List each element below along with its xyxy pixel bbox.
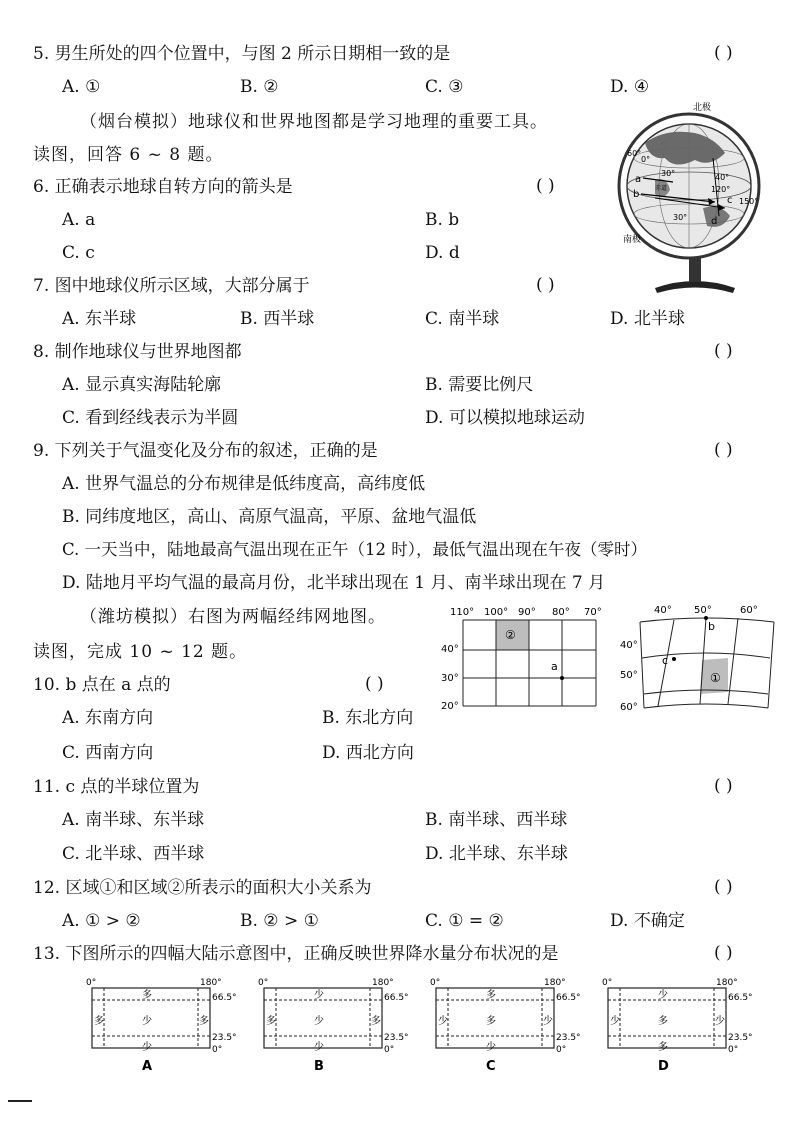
option-a[interactable]: A. ①	[62, 77, 101, 97]
svg-text:180°: 180°	[716, 978, 738, 988]
svg-text:少: 少	[142, 1042, 152, 1053]
svg-text:60°: 60°	[627, 149, 642, 158]
svg-text:多: 多	[199, 1016, 209, 1027]
globe-base	[655, 281, 735, 293]
svg-text:多: 多	[142, 990, 152, 1001]
svg-text:50°: 50°	[694, 605, 712, 616]
answer-blank[interactable]: ( )	[536, 275, 555, 295]
q13-stem: 13. 下图所示的四幅大陆示意图中，正确反映世界降水量分布状况的是	[33, 944, 559, 964]
svg-text:180°: 180°	[372, 978, 394, 988]
svg-text:少: 少	[142, 1016, 152, 1027]
svg-text:多: 多	[266, 1016, 276, 1027]
option-b[interactable]: B. 南半球、西半球	[425, 810, 568, 830]
svg-text:30°: 30°	[441, 673, 459, 684]
continent-diagram-b	[258, 978, 409, 1074]
q12-stem: 12. 区域①和区域②所表示的面积大小关系为	[33, 878, 372, 898]
option-c[interactable]: C. ③	[425, 77, 464, 97]
q10-stem: 10. b 点在 a 点的	[33, 675, 171, 695]
option-d[interactable]: D. 陆地月平均气温的最高月份，北半球出现在 1 月、南半球出现在 7 月	[62, 573, 606, 593]
svg-text:D: D	[658, 1059, 669, 1074]
svg-text:23.5°: 23.5°	[556, 1033, 581, 1043]
point-c	[672, 657, 676, 661]
svg-text:30°: 30°	[661, 169, 676, 178]
svg-text:少: 少	[314, 1016, 324, 1027]
continent-diagram-a	[86, 978, 237, 1074]
svg-text:66.5°: 66.5°	[384, 993, 409, 1003]
continent-diagram-d	[602, 978, 753, 1074]
svg-text:60°: 60°	[620, 702, 638, 713]
svg-text:23.5°: 23.5°	[384, 1033, 409, 1043]
svg-text:多: 多	[94, 1016, 104, 1027]
svg-text:100°: 100°	[484, 607, 509, 618]
option-c[interactable]: C. 看到经线表示为半圆	[62, 408, 239, 428]
svg-text:A: A	[142, 1059, 153, 1074]
answer-blank[interactable]: ( )	[714, 43, 733, 63]
svg-text:多: 多	[486, 1016, 496, 1027]
svg-text:0°: 0°	[86, 978, 97, 988]
intro-text: （潍坊模拟）右图为两幅经纬网地图。	[80, 607, 386, 627]
option-a[interactable]: A. 南半球、东半球	[62, 810, 205, 830]
svg-text:0°: 0°	[212, 1045, 223, 1055]
svg-text:多: 多	[658, 1042, 668, 1053]
svg-text:少: 少	[543, 1016, 553, 1027]
svg-text:0°: 0°	[430, 978, 441, 988]
svg-text:66.5°: 66.5°	[212, 993, 237, 1003]
svg-text:少: 少	[486, 1042, 496, 1053]
svg-text:110°: 110°	[450, 607, 475, 618]
svg-text:0°: 0°	[556, 1045, 567, 1055]
option-a[interactable]: A. a	[62, 210, 96, 230]
svg-text:120°: 120°	[711, 185, 731, 194]
option-c[interactable]: C. 一天当中，陆地最高气温出现在正午（12 时），最低气温出现在午夜（零时）	[62, 540, 648, 559]
arrow-label-c: c	[727, 195, 733, 206]
option-d[interactable]: D. 可以模拟地球运动	[425, 408, 585, 428]
svg-text:40°: 40°	[441, 644, 459, 655]
answer-blank[interactable]: ( )	[714, 440, 733, 460]
option-d[interactable]: D. d	[425, 243, 460, 263]
svg-text:多: 多	[371, 1016, 381, 1027]
option-b[interactable]: B. 东北方向	[322, 708, 414, 728]
svg-text:少: 少	[314, 990, 324, 1001]
svg-text:0°: 0°	[258, 978, 269, 988]
option-c[interactable]: C. 西南方向	[62, 743, 154, 763]
svg-text:23.5°: 23.5°	[728, 1033, 753, 1043]
option-b[interactable]: B. ② > ①	[240, 911, 319, 931]
svg-text:40°: 40°	[715, 173, 730, 182]
svg-text:40°: 40°	[654, 605, 672, 616]
south-pole-label: 南极	[623, 235, 642, 245]
svg-text:②: ②	[505, 628, 516, 642]
option-b[interactable]: B. 同纬度地区，高山、高原气温高，平原、盆地气温低	[62, 507, 477, 527]
q7-stem: 7. 图中地球仪所示区域，大部分属于	[33, 276, 310, 296]
north-pole-label: 北极	[693, 103, 712, 113]
svg-text:B: B	[314, 1059, 324, 1074]
option-b[interactable]: B. b	[425, 210, 460, 230]
option-d[interactable]: D. 北半球、东半球	[425, 844, 568, 864]
svg-text:70°: 70°	[584, 607, 602, 618]
option-a[interactable]: A. ① > ②	[62, 911, 141, 931]
answer-blank[interactable]: ( )	[714, 776, 733, 796]
continent-diagrams	[86, 974, 753, 1074]
intro-text: （烟台模拟）地球仪和世界地图都是学习地理的重要工具。	[80, 112, 548, 132]
grid-map-2	[618, 600, 778, 716]
q11-stem: 11. c 点的半球位置为	[33, 777, 200, 797]
svg-text:180°: 180°	[544, 978, 566, 988]
svg-text:150°: 150°	[739, 197, 759, 206]
svg-text:0°: 0°	[728, 1045, 739, 1055]
option-a[interactable]: A. 显示真实海陆轮廓	[62, 375, 222, 395]
svg-text:66.5°: 66.5°	[728, 993, 753, 1003]
option-d[interactable]: D. 北半球	[610, 309, 685, 329]
svg-text:23.5°: 23.5°	[212, 1033, 237, 1043]
svg-text:①: ①	[710, 671, 721, 685]
globe-stand	[689, 258, 701, 282]
answer-blank[interactable]: ( )	[714, 943, 733, 963]
grid-map-1	[438, 604, 610, 712]
svg-text:30°: 30°	[673, 213, 688, 222]
arrow-label-b: b	[633, 189, 640, 200]
svg-text:少: 少	[438, 1016, 448, 1027]
svg-text:20°: 20°	[441, 701, 459, 712]
arrow-label-a: a	[635, 174, 642, 185]
option-d[interactable]: D. 西北方向	[322, 743, 414, 763]
svg-text:60°: 60°	[740, 605, 758, 616]
svg-text:多: 多	[658, 1016, 668, 1027]
svg-text:赤道: 赤道	[655, 185, 668, 192]
svg-text:80°: 80°	[552, 607, 570, 618]
option-b[interactable]: B. 西半球	[240, 309, 315, 329]
page-footer-rule	[8, 1100, 32, 1102]
option-b[interactable]: B. 需要比例尺	[425, 375, 534, 395]
svg-text:b: b	[708, 620, 715, 633]
svg-text:少: 少	[610, 1016, 620, 1027]
option-c[interactable]: C. 北半球、西半球	[62, 844, 205, 864]
option-c[interactable]: C. ① = ②	[425, 911, 504, 931]
answer-blank[interactable]: ( )	[714, 341, 733, 361]
option-c[interactable]: C. 南半球	[425, 309, 500, 329]
point-a	[560, 676, 564, 680]
svg-text:C: C	[486, 1059, 496, 1074]
svg-text:多: 多	[486, 990, 496, 1001]
option-c[interactable]: C. c	[62, 243, 95, 263]
continent-diagram-c	[430, 978, 581, 1074]
q9-stem: 9. 下列关于气温变化及分布的叙述，正确的是	[33, 441, 378, 461]
q5-stem: 5. 男生所处的四个位置中，与图 2 所示日期相一致的是	[33, 44, 451, 64]
svg-text:0°: 0°	[384, 1045, 395, 1055]
option-a[interactable]: A. 东南方向	[62, 708, 154, 728]
svg-text:90°: 90°	[518, 607, 536, 618]
answer-blank[interactable]: ( )	[536, 176, 555, 196]
answer-blank[interactable]: ( )	[365, 674, 384, 694]
arrow-label-d: d	[711, 216, 718, 227]
answer-blank[interactable]: ( )	[714, 877, 733, 897]
svg-text:0°: 0°	[641, 155, 651, 164]
svg-text:66.5°: 66.5°	[556, 993, 581, 1003]
svg-text:40°: 40°	[620, 640, 638, 651]
svg-text:c: c	[662, 654, 669, 667]
q6-stem: 6. 正确表示地球自转方向的箭头是	[33, 177, 293, 197]
svg-text:0°: 0°	[602, 978, 613, 988]
globe-figure	[615, 98, 775, 298]
intro-text: 读图，完成 10 ~ 12 题。	[33, 642, 248, 662]
svg-text:50°: 50°	[620, 670, 638, 681]
option-d[interactable]: D. ④	[610, 77, 650, 97]
q8-stem: 8. 制作地球仪与世界地图都	[33, 342, 242, 362]
svg-text:180°: 180°	[200, 978, 222, 988]
option-d[interactable]: D. 不确定	[610, 911, 685, 931]
svg-text:少: 少	[314, 1042, 324, 1053]
svg-text:少: 少	[658, 990, 668, 1001]
intro-text: 读图，回答 6 ~ 8 题。	[33, 145, 224, 165]
option-a[interactable]: A. 世界气温总的分布规律是低纬度高，高纬度低	[62, 474, 426, 494]
option-b[interactable]: B. ②	[240, 77, 279, 97]
svg-text:少: 少	[715, 1016, 725, 1027]
option-a[interactable]: A. 东半球	[62, 309, 137, 329]
svg-text:a: a	[551, 660, 558, 673]
